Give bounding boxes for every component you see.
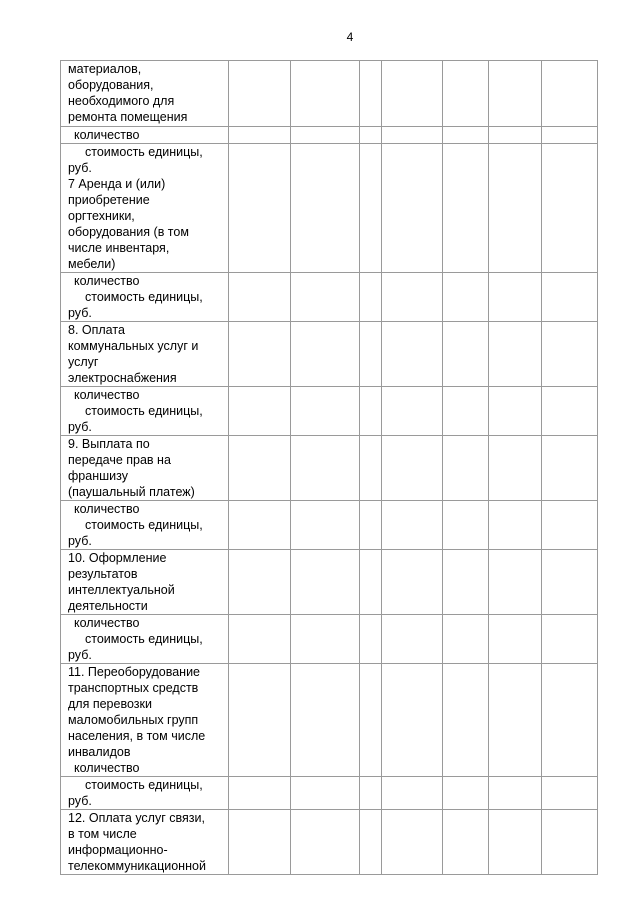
row-label-line: мебели) [68,257,116,271]
row-label-line: количество [74,274,140,288]
table-row [61,273,598,322]
empty-cell [489,777,542,810]
row-label-line: количество [74,502,140,516]
empty-cell [360,436,382,501]
empty-cell [443,550,489,615]
empty-cell [360,777,382,810]
empty-cell [489,810,542,875]
table-bottom-border [61,875,598,876]
empty-cell [443,144,489,273]
empty-cell [489,501,542,550]
empty-cell [382,436,443,501]
empty-cell [542,61,598,127]
empty-cell [360,322,382,387]
table-row [61,615,598,664]
row-label-line: телекоммуникационной [68,859,206,873]
empty-cell [360,144,382,273]
empty-cell [542,144,598,273]
row-label-line: руб. [68,161,92,175]
empty-cell [382,810,443,875]
empty-cell [360,501,382,550]
empty-cell [291,61,360,127]
empty-cell [542,777,598,810]
empty-cell [229,387,291,436]
empty-cell [291,273,360,322]
empty-cell [360,810,382,875]
empty-cell [382,273,443,322]
table-row [61,777,598,810]
row-label-line: 9. Выплата по [68,437,150,451]
empty-cell [443,322,489,387]
empty-cell [443,615,489,664]
table-body [61,61,598,876]
row-label-line: 11. Переоборудование [68,665,201,679]
row-label-line: результатов [68,567,138,581]
row-label-line: руб. [68,794,92,808]
row-label-cell [61,501,229,550]
table-row [61,61,598,127]
table-row [61,810,598,875]
empty-cell [382,777,443,810]
empty-cell [489,615,542,664]
empty-cell [382,387,443,436]
empty-cell [229,664,291,777]
row-label-line: населения, в том числе [68,729,206,743]
empty-cell [542,615,598,664]
row-label-cell [61,664,229,777]
empty-cell [542,127,598,144]
border-cell [360,875,382,876]
row-label-cell [61,615,229,664]
row-label-cell [61,61,229,127]
row-label-line: приобретение [68,193,150,207]
row-label-line: деятельности [68,599,148,613]
row-label-line: стоимость единицы, [85,404,203,418]
row-label-line: количество [74,128,140,142]
empty-cell [443,810,489,875]
row-label-line: 8. Оплата [68,323,125,337]
row-label-line: руб. [68,534,92,548]
table-row [61,436,598,501]
row-label-line: инвалидов [68,745,131,759]
empty-cell [542,387,598,436]
row-label-cell [61,777,229,810]
empty-cell [443,61,489,127]
row-label-cell [61,127,229,144]
row-label-cell [61,322,229,387]
empty-cell [291,127,360,144]
row-label-line: стоимость единицы, [85,145,203,159]
empty-cell [443,127,489,144]
empty-cell [489,144,542,273]
empty-cell [360,61,382,127]
table-row [61,127,598,144]
row-label-line: в том числе [68,827,137,841]
empty-cell [443,387,489,436]
empty-cell [489,273,542,322]
empty-cell [382,61,443,127]
empty-cell [382,615,443,664]
empty-cell [229,61,291,127]
row-label-line: передаче прав на [68,453,171,467]
row-label-line: количество [74,761,140,775]
empty-cell [542,501,598,550]
row-label-line: информационно- [68,843,168,857]
row-label-line: стоимость единицы, [85,778,203,792]
empty-cell [229,273,291,322]
empty-cell [291,436,360,501]
empty-cell [542,322,598,387]
page-number: 4 [346,30,354,44]
empty-cell [382,664,443,777]
row-label-line: маломобильных групп [68,713,199,727]
empty-cell [542,550,598,615]
row-label-line: руб. [68,420,92,434]
row-label-line: (паушальный платеж) [68,485,195,499]
empty-cell [229,322,291,387]
empty-cell [291,777,360,810]
empty-cell [229,436,291,501]
empty-cell [229,550,291,615]
empty-cell [489,664,542,777]
empty-cell [291,664,360,777]
row-label-line: материалов, [68,62,142,76]
table-row [61,322,598,387]
row-label-cell [61,810,229,875]
empty-cell [542,273,598,322]
row-label-line: оборудования, [68,78,154,92]
row-label-line: для перевозки [68,697,152,711]
empty-cell [443,501,489,550]
row-label-line: транспортных средств [68,681,199,695]
row-label-line: услуг [68,355,99,369]
row-label-line: ремонта помещения [68,110,188,124]
empty-cell [489,322,542,387]
empty-cell [443,436,489,501]
empty-cell [443,664,489,777]
row-label-line: 10. Оформление [68,551,167,565]
border-cell [443,875,489,876]
row-label-cell [61,387,229,436]
row-label-cell [61,436,229,501]
table-row [61,501,598,550]
table-row [61,387,598,436]
empty-cell [360,664,382,777]
row-label-line: коммунальных услуг и [68,339,199,353]
row-label-line: 12. Оплата услуг связи, [68,811,205,825]
empty-cell [360,127,382,144]
border-cell [382,875,443,876]
row-label-cell [61,273,229,322]
empty-cell [229,810,291,875]
empty-cell [382,127,443,144]
empty-cell [382,144,443,273]
empty-cell [443,273,489,322]
empty-cell [360,550,382,615]
row-label-line: количество [74,388,140,402]
empty-cell [229,127,291,144]
row-label-cell [61,550,229,615]
row-label-line: руб. [68,648,92,662]
row-label-line: 7 Аренда и (или) [68,177,166,191]
empty-cell [229,501,291,550]
empty-cell [291,144,360,273]
empty-cell [291,387,360,436]
empty-cell [489,436,542,501]
row-label-line: франшизу [68,469,128,483]
border-cell [61,875,229,876]
border-cell [229,875,291,876]
empty-cell [489,127,542,144]
empty-cell [542,436,598,501]
empty-cell [489,550,542,615]
table-row [61,550,598,615]
row-label-line: количество [74,616,140,630]
empty-cell [291,322,360,387]
empty-cell [360,387,382,436]
row-label-line: стоимость единицы, [85,290,203,304]
empty-cell [360,615,382,664]
border-cell [489,875,542,876]
row-label-line: оргтехники, [68,209,135,223]
border-cell [542,875,598,876]
empty-cell [291,615,360,664]
row-label-line: руб. [68,306,92,320]
empty-cell [291,501,360,550]
table-row [61,144,598,273]
empty-cell [489,387,542,436]
expense-table [60,60,598,875]
empty-cell [229,777,291,810]
empty-cell [229,615,291,664]
empty-cell [382,550,443,615]
empty-cell [291,810,360,875]
empty-cell [542,664,598,777]
row-label-line: стоимость единицы, [85,518,203,532]
empty-cell [229,144,291,273]
row-label-line: оборудования (в том [68,225,189,239]
border-cell [291,875,360,876]
empty-cell [443,777,489,810]
empty-cell [489,61,542,127]
empty-cell [360,273,382,322]
row-label-cell [61,144,229,273]
row-label-line: интеллектуальной [68,583,175,597]
row-label-line: числе инвентаря, [68,241,170,255]
row-label-line: стоимость единицы, [85,632,203,646]
row-label-line: электроснабжения [68,371,177,385]
empty-cell [542,810,598,875]
row-label-line: необходимого для [68,94,175,108]
empty-cell [382,322,443,387]
empty-cell [382,501,443,550]
empty-cell [291,550,360,615]
table-row [61,664,598,777]
